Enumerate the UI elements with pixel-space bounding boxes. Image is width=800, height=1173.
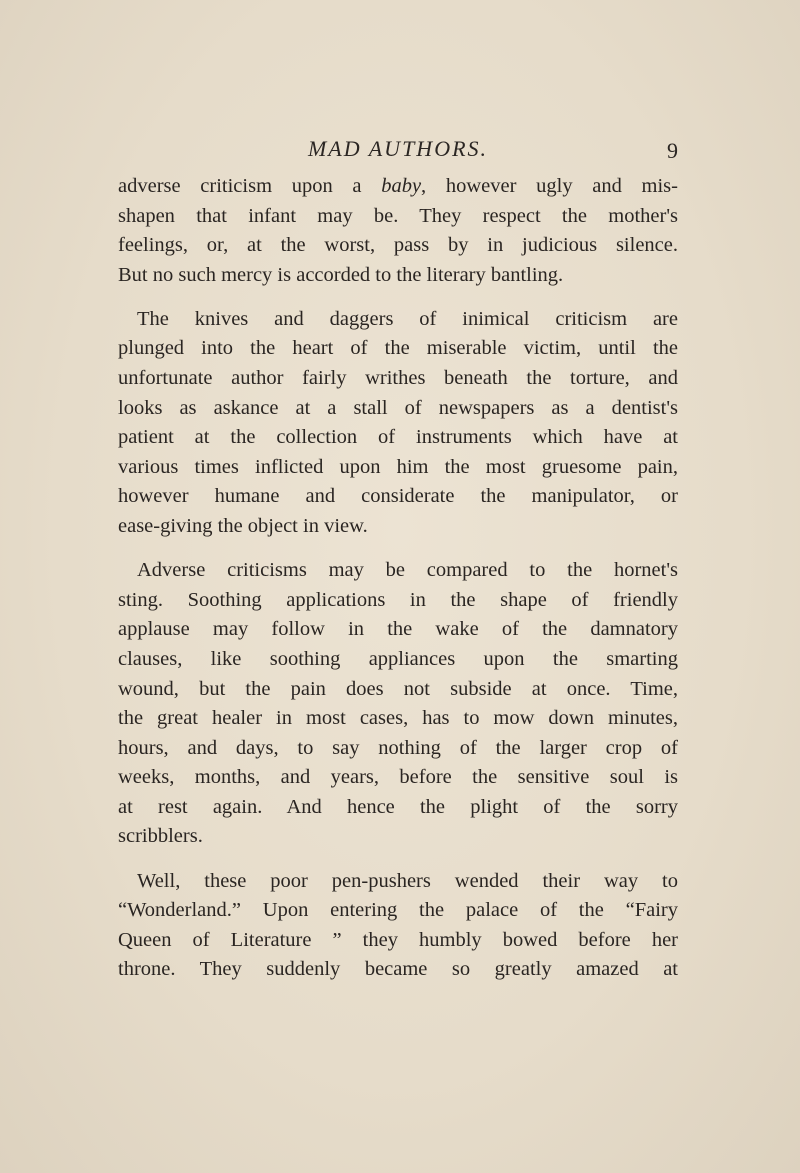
text-line: the great healer in most cases, has to mow down minutes, <box>118 707 678 730</box>
text-line: feelings, or, at the worst, pass by in judicious silence. <box>118 234 678 257</box>
text-line: unfortunate author fairly writhes beneath the torture, and <box>118 367 678 390</box>
text-line: Adverse criticisms may be compared to the hornet's <box>137 559 678 582</box>
text-line: plunged into the heart of the miserable victim, until the <box>118 337 678 360</box>
text-line: however humane and considerate the manipulator, or <box>118 485 678 508</box>
text-line: “Wonderland.” Upon entering the palace of the “Fairy <box>118 899 678 922</box>
text-line: wound, but the pain does not subside at once. Time, <box>118 677 678 700</box>
text-line: Queen of Literature ” they humbly bowed before her <box>118 928 678 951</box>
text-line: The knives and daggers of inimical criticism are <box>137 307 678 330</box>
text-line: adverse criticism upon a baby, however ugly and mis- <box>118 175 678 197</box>
text-line: throne. They suddenly became so greatly amazed at <box>118 958 678 981</box>
body-text <box>118 172 678 999</box>
text-line: various times inflicted upon him the most gruesome pain, <box>118 455 678 478</box>
paragraph-1 <box>118 172 678 290</box>
text-line: patient at the collection of instruments which have at <box>118 426 678 449</box>
paragraph-4 <box>118 867 678 985</box>
running-title: MAD AUTHORS. <box>307 136 489 161</box>
text-line: clauses, like soothing appliances upon the smarting <box>118 647 678 670</box>
text-line: shapen that infant may be. They respect the mother's <box>118 204 678 227</box>
text-line: sting. Soothing applications in the shape of friendly <box>118 588 678 611</box>
text-line: weeks, months, and years, before the sensitive soul is <box>118 766 678 789</box>
text-line: Well, these poor pen-pushers wended their way to <box>137 869 678 892</box>
paragraph-2 <box>118 305 678 542</box>
text-line: ease-giving the object in view. <box>118 515 368 538</box>
text-line: at rest again. And hence the plight of the sorry <box>118 795 678 818</box>
text-line: looks as askance at a stall of newspapers as a dentist's <box>118 396 678 419</box>
text-line: hours, and days, to say nothing of the larger crop of <box>118 736 678 759</box>
italic-word: baby <box>381 175 422 197</box>
paragraph-3 <box>118 556 678 852</box>
text-line: But no such mercy is accorded to the literary bantling. <box>118 263 564 286</box>
running-head <box>118 136 678 166</box>
text-line: applause may follow in the wake of the damnatory <box>118 618 678 641</box>
page-number: 9 <box>667 138 678 163</box>
text-line: scribblers. <box>118 825 203 848</box>
